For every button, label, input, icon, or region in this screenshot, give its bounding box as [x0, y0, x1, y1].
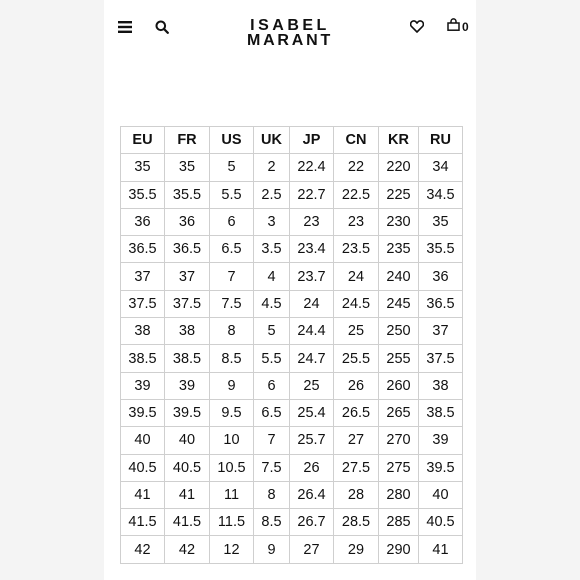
table-cell: 40.5 — [419, 509, 463, 536]
table-cell: 275 — [379, 454, 419, 481]
table-cell: 7.5 — [210, 290, 254, 317]
table-cell: 40 — [165, 427, 210, 454]
table-row — [121, 536, 463, 563]
column-header-jp: JP — [290, 127, 334, 154]
table-row — [121, 454, 463, 481]
table-row — [121, 236, 463, 263]
column-header-fr: FR — [165, 127, 210, 154]
table-cell: 6.5 — [210, 236, 254, 263]
page — [104, 0, 476, 580]
table-row — [121, 154, 463, 181]
cart-button[interactable] — [447, 17, 469, 37]
table-cell: 28.5 — [334, 509, 379, 536]
table-cell: 23.4 — [290, 236, 334, 263]
table-cell: 8.5 — [210, 345, 254, 372]
table-cell: 8 — [210, 318, 254, 345]
table-row — [121, 509, 463, 536]
site-header — [104, 0, 476, 60]
table-cell: 245 — [379, 290, 419, 317]
table-cell: 5 — [210, 154, 254, 181]
table-cell: 2 — [254, 154, 290, 181]
table-cell: 8 — [254, 481, 290, 508]
table-cell: 38.5 — [121, 345, 165, 372]
brand-logo-line1: ISABEL — [250, 17, 330, 34]
table-cell: 38.5 — [419, 399, 463, 426]
table-cell: 36.5 — [419, 290, 463, 317]
column-header-eu: EU — [121, 127, 165, 154]
column-header-us: US — [210, 127, 254, 154]
table-cell: 9 — [210, 372, 254, 399]
table-cell: 10 — [210, 427, 254, 454]
table-cell: 25 — [290, 372, 334, 399]
table-cell: 11 — [210, 481, 254, 508]
table-cell: 5.5 — [210, 181, 254, 208]
table-cell: 40.5 — [121, 454, 165, 481]
table-cell: 39.5 — [165, 399, 210, 426]
table-cell: 37 — [419, 318, 463, 345]
table-cell: 23.7 — [290, 263, 334, 290]
table-cell: 37.5 — [419, 345, 463, 372]
table-cell: 36.5 — [165, 236, 210, 263]
table-cell: 26.4 — [290, 481, 334, 508]
table-cell: 25.7 — [290, 427, 334, 454]
column-header-uk: UK — [254, 127, 290, 154]
table-cell: 26.5 — [334, 399, 379, 426]
table-cell: 4.5 — [254, 290, 290, 317]
table-row — [121, 318, 463, 345]
table-cell: 35.5 — [121, 181, 165, 208]
table-cell: 7.5 — [254, 454, 290, 481]
table-cell: 40.5 — [165, 454, 210, 481]
table-cell: 22.4 — [290, 154, 334, 181]
table-cell: 280 — [379, 481, 419, 508]
table-row — [121, 345, 463, 372]
table-cell: 235 — [379, 236, 419, 263]
table-cell: 4 — [254, 263, 290, 290]
heart-icon[interactable] — [408, 17, 426, 35]
table-cell: 2.5 — [254, 181, 290, 208]
table-cell: 240 — [379, 263, 419, 290]
table-cell: 28 — [334, 481, 379, 508]
table-cell: 42 — [121, 536, 165, 563]
table-cell: 27.5 — [334, 454, 379, 481]
table-cell: 35 — [165, 154, 210, 181]
table-cell: 42 — [165, 536, 210, 563]
table-cell: 37 — [165, 263, 210, 290]
table-cell: 24 — [290, 290, 334, 317]
table-cell: 6.5 — [254, 399, 290, 426]
table-cell: 35 — [419, 208, 463, 235]
table-cell: 34 — [419, 154, 463, 181]
table-cell: 22.7 — [290, 181, 334, 208]
table-cell: 41.5 — [121, 509, 165, 536]
table-cell: 25.5 — [334, 345, 379, 372]
table-cell: 23.5 — [334, 236, 379, 263]
size-conversion-table — [120, 126, 463, 564]
table-row — [121, 372, 463, 399]
table-cell: 8.5 — [254, 509, 290, 536]
table-cell: 26 — [290, 454, 334, 481]
table-cell: 36 — [419, 263, 463, 290]
table-cell: 38 — [419, 372, 463, 399]
table-row — [121, 399, 463, 426]
table-cell: 7 — [254, 427, 290, 454]
table-cell: 270 — [379, 427, 419, 454]
table-cell: 230 — [379, 208, 419, 235]
table-cell: 27 — [290, 536, 334, 563]
table-cell: 6 — [254, 372, 290, 399]
table-cell: 265 — [379, 399, 419, 426]
table-cell: 35 — [121, 154, 165, 181]
table-cell: 41 — [121, 481, 165, 508]
table-row — [121, 208, 463, 235]
table-cell: 23 — [290, 208, 334, 235]
table-cell: 37.5 — [165, 290, 210, 317]
table-cell: 34.5 — [419, 181, 463, 208]
column-header-ru: RU — [419, 127, 463, 154]
table-cell: 29 — [334, 536, 379, 563]
table-cell: 7 — [210, 263, 254, 290]
table-cell: 39.5 — [419, 454, 463, 481]
table-cell: 24 — [334, 263, 379, 290]
table-cell: 41.5 — [165, 509, 210, 536]
table-cell: 24.4 — [290, 318, 334, 345]
table-cell: 22 — [334, 154, 379, 181]
table-cell: 5.5 — [254, 345, 290, 372]
table-cell: 10.5 — [210, 454, 254, 481]
table-row — [121, 181, 463, 208]
table-cell: 23 — [334, 208, 379, 235]
table-cell: 41 — [419, 536, 463, 563]
cart-count-badge: 0 — [462, 20, 469, 34]
table-cell: 9.5 — [210, 399, 254, 426]
bag-icon — [447, 18, 460, 36]
table-cell: 27 — [334, 427, 379, 454]
table-cell: 36 — [121, 208, 165, 235]
column-header-cn: CN — [334, 127, 379, 154]
table-cell: 39 — [165, 372, 210, 399]
table-cell: 37.5 — [121, 290, 165, 317]
table-cell: 37 — [121, 263, 165, 290]
column-header-kr: KR — [379, 127, 419, 154]
table-cell: 11.5 — [210, 509, 254, 536]
table-cell: 285 — [379, 509, 419, 536]
table-cell: 41 — [165, 481, 210, 508]
table-row — [121, 290, 463, 317]
table-cell: 220 — [379, 154, 419, 181]
table-cell: 12 — [210, 536, 254, 563]
table-cell: 3 — [254, 208, 290, 235]
table-cell: 40 — [419, 481, 463, 508]
table-cell: 40 — [121, 427, 165, 454]
table-cell: 26.7 — [290, 509, 334, 536]
table-cell: 250 — [379, 318, 419, 345]
table-cell: 225 — [379, 181, 419, 208]
table-cell: 38 — [165, 318, 210, 345]
table-cell: 38.5 — [165, 345, 210, 372]
table-cell: 22.5 — [334, 181, 379, 208]
table-cell: 36.5 — [121, 236, 165, 263]
table-cell: 24.5 — [334, 290, 379, 317]
table-cell: 26 — [334, 372, 379, 399]
table-header-row — [121, 127, 463, 154]
brand-logo-line2: MARANT — [246, 32, 334, 49]
table-cell: 25 — [334, 318, 379, 345]
table-cell: 35.5 — [419, 236, 463, 263]
table-cell: 3.5 — [254, 236, 290, 263]
table-cell: 255 — [379, 345, 419, 372]
table-cell: 36 — [165, 208, 210, 235]
table-cell: 5 — [254, 318, 290, 345]
table-cell: 35.5 — [165, 181, 210, 208]
table-row — [121, 427, 463, 454]
table-cell: 24.7 — [290, 345, 334, 372]
table-cell: 25.4 — [290, 399, 334, 426]
table-cell: 290 — [379, 536, 419, 563]
table-row — [121, 263, 463, 290]
table-cell: 39.5 — [121, 399, 165, 426]
table-cell: 6 — [210, 208, 254, 235]
table-cell: 260 — [379, 372, 419, 399]
table-cell: 39 — [121, 372, 165, 399]
table-cell: 9 — [254, 536, 290, 563]
table-cell: 38 — [121, 318, 165, 345]
table-row — [121, 481, 463, 508]
table-cell: 39 — [419, 427, 463, 454]
